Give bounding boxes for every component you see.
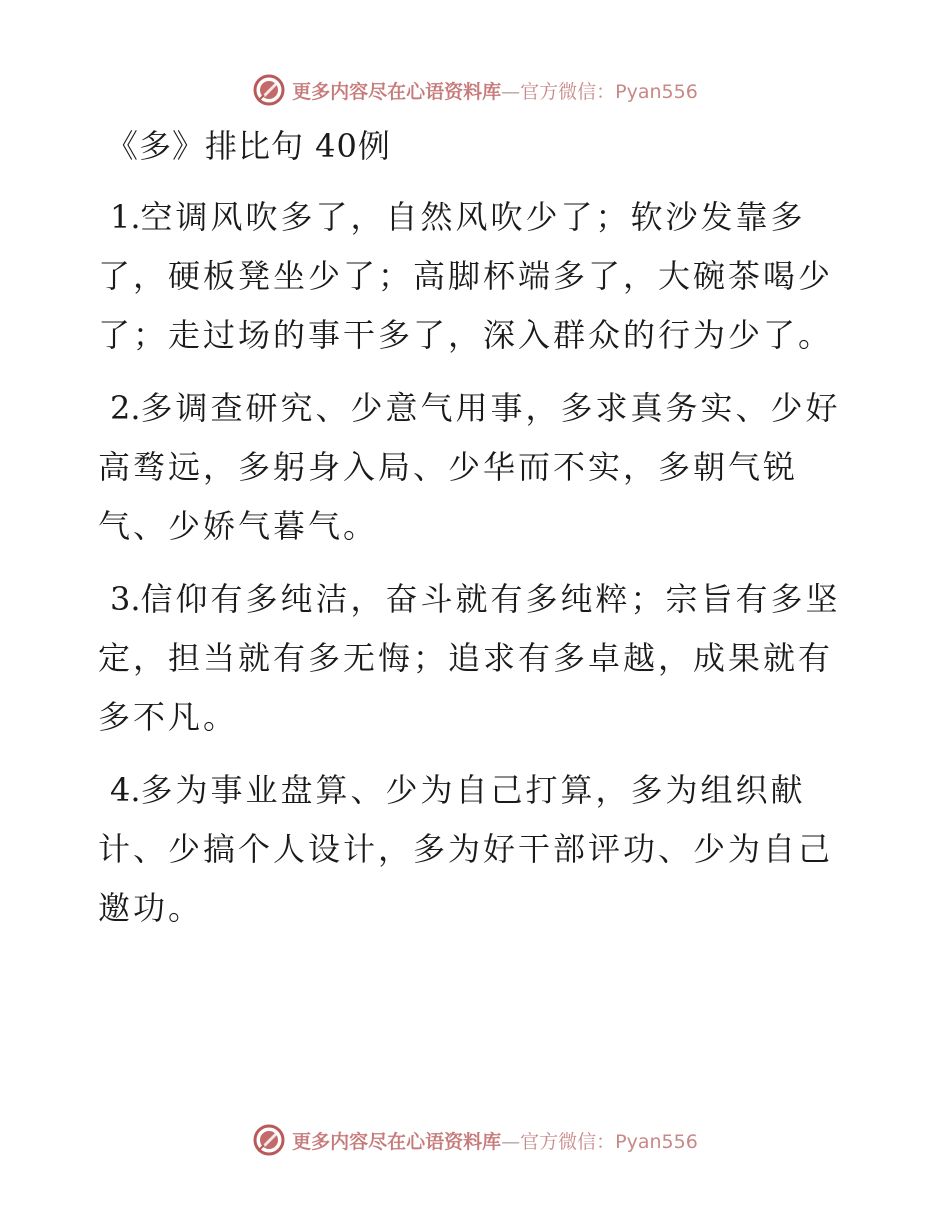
item-number: 4. <box>110 771 141 809</box>
header-watermark <box>0 70 950 110</box>
seal-logo-icon <box>252 73 286 107</box>
item-text: 信仰有多纯洁，奋斗就有多纯粹；宗旨有多坚定，担当就有多无悔；追求有多卓越，成果就有多不凡。 <box>98 580 841 736</box>
document-body <box>98 118 858 938</box>
watermark-text <box>292 1127 698 1154</box>
list-item <box>98 570 858 747</box>
watermark-separator: — <box>501 80 521 103</box>
item-text: 多为事业盘算、少为自己打算，多为组织献计、少搞个人设计，多为好干部评功、少为自己邀功。 <box>98 771 834 927</box>
watermark-account: 官方微信：Pyan556 <box>520 80 698 103</box>
item-number: 1. <box>110 198 141 236</box>
watermark-account: 官方微信：Pyan556 <box>520 1130 698 1153</box>
list-item <box>98 188 858 365</box>
list-item <box>98 761 858 938</box>
item-text: 空调风吹多了，自然风吹少了；软沙发靠多了，硬板凳坐少了；高脚杯端多了，大碗茶喝少了；走过场的事干多了，深入群众的行为少了。 <box>98 198 834 354</box>
footer-watermark <box>0 1120 950 1160</box>
watermark-separator: — <box>501 1130 521 1153</box>
watermark-main: 更多内容尽在心语资料库 <box>292 1130 502 1153</box>
list-item <box>98 379 858 556</box>
watermark-main: 更多内容尽在心语资料库 <box>292 80 502 103</box>
item-text: 多调查研究、少意气用事，多求真务实、少好高骛远，多躬身入局、少华而不实，多朝气锐气、少娇气暮气。 <box>98 389 841 545</box>
item-number: 2. <box>110 389 141 427</box>
item-number: 3. <box>110 580 141 618</box>
watermark-text <box>292 77 698 104</box>
document-title: 《多》排比句 40例 <box>106 127 391 165</box>
seal-logo-icon <box>252 1123 286 1157</box>
